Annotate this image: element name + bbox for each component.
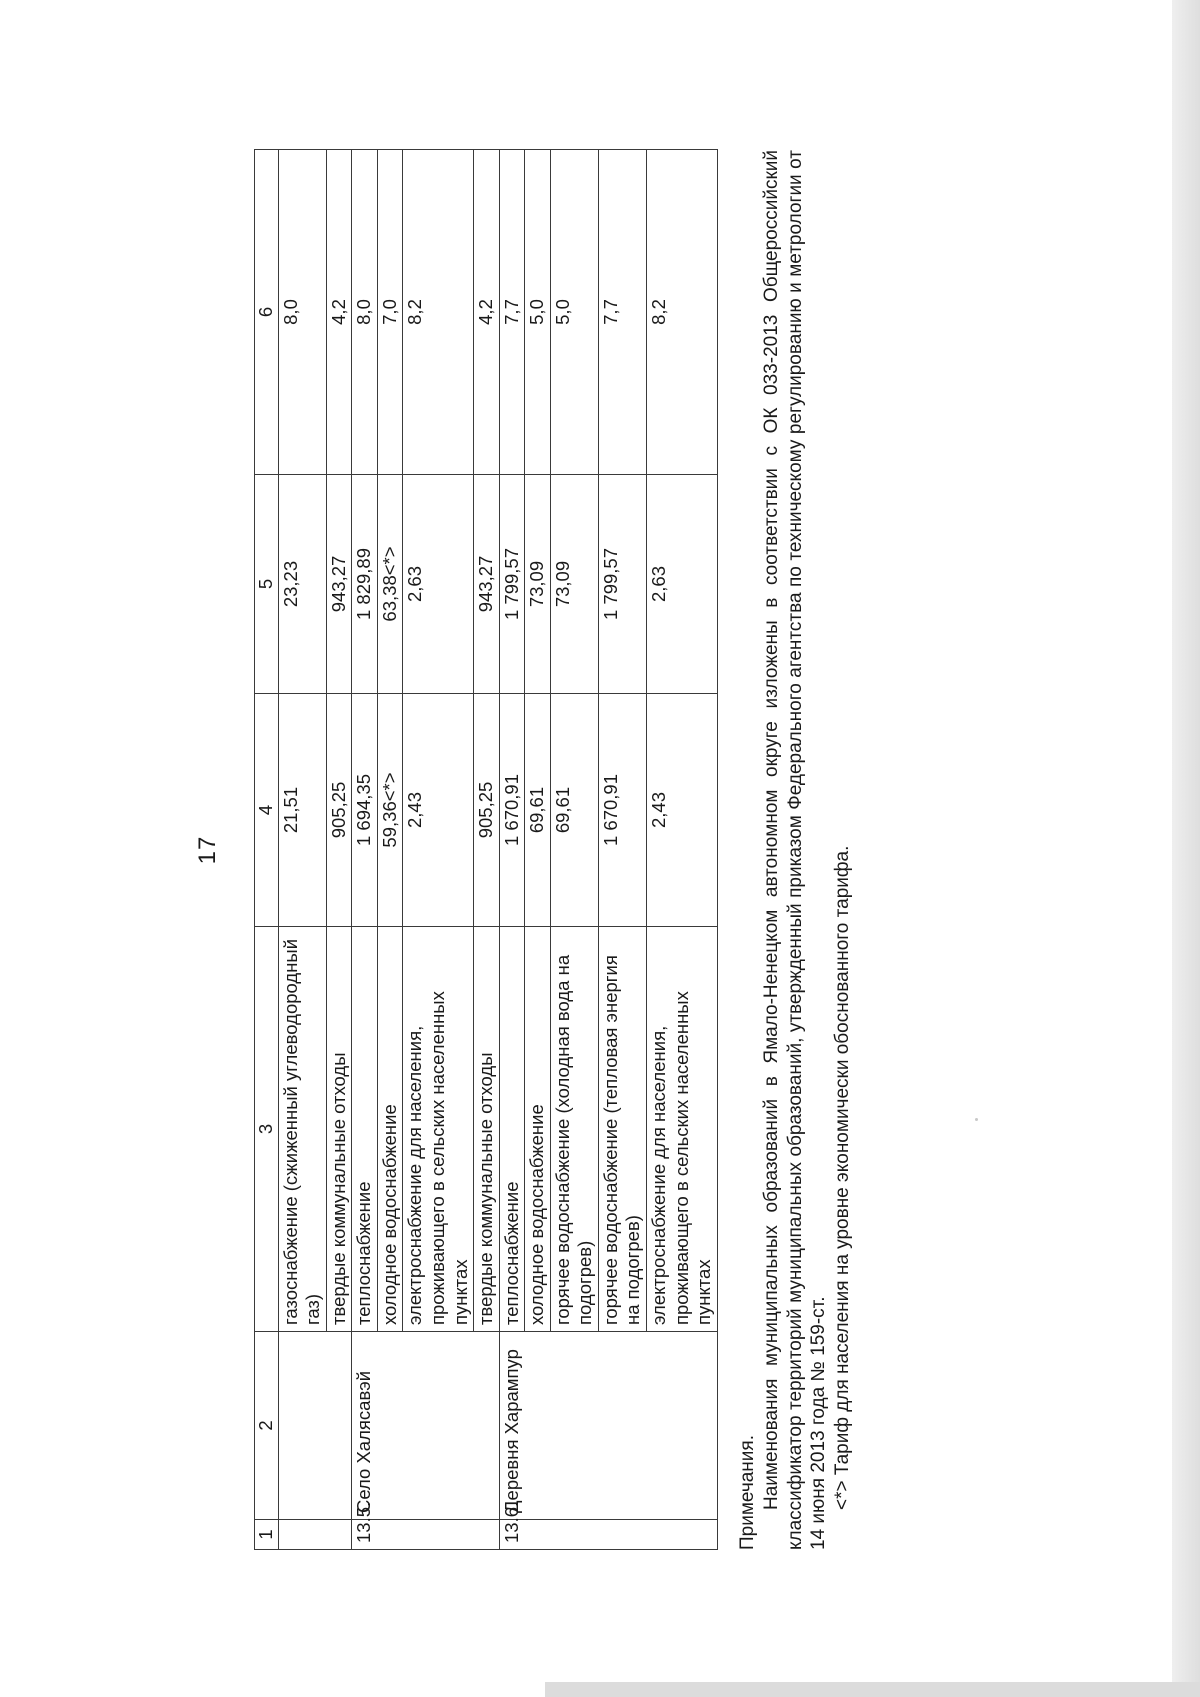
service-cell: электроснабжение для населения, проживающего в сельских населенных пунктах <box>647 927 718 1332</box>
tariff-cell: 905,25 <box>474 694 500 927</box>
page-number: 17 <box>194 835 221 865</box>
service-cell: горячее водоснабжение (тепловая энергия на подогрев) <box>598 927 646 1332</box>
header-cell: 6 <box>255 150 279 475</box>
growth-cell: 5,0 <box>525 150 551 475</box>
growth-cell: 8,0 <box>278 150 326 475</box>
service-cell: твердые коммунальные отходы <box>474 927 500 1332</box>
service-cell: теплоснабжение <box>499 927 525 1332</box>
growth-cell: 8,0 <box>352 150 378 475</box>
growth-cell: 7,7 <box>499 150 525 475</box>
header-cell: 2 <box>255 1332 279 1520</box>
tariff-cell: 1 799,57 <box>499 475 525 694</box>
table-row <box>278 150 326 1550</box>
scan-speck <box>975 1118 978 1121</box>
row-number-cell: 13.6. <box>499 1520 717 1550</box>
notes-paragraph: Наименования муниципальных образований в Ямало-Ненецком автономном округе изложены в соответствии с ОК 033-2013 Общероссийский классификатор территорий муниципальных образований, утвержденный приказом Федерального агентства по техническому регулированию и метрологии от 14 июня 2013 года № 159-ст. <box>760 150 830 1550</box>
header-cell: 4 <box>255 694 279 927</box>
header-cell: 5 <box>255 475 279 694</box>
tariff-cell: 23,23 <box>278 475 326 694</box>
tariff-cell: 59,36<*> <box>377 694 403 927</box>
tariff-cell: 1 694,35 <box>352 694 378 927</box>
growth-cell: 4,2 <box>474 150 500 475</box>
service-cell: холодное водоснабжение <box>525 927 551 1332</box>
tariff-cell: 1 670,91 <box>598 694 646 927</box>
header-cell: 1 <box>255 1520 279 1550</box>
scan-edge-bottom <box>545 1682 1200 1697</box>
rotated-page-content <box>194 140 914 1560</box>
tariff-cell: 943,27 <box>474 475 500 694</box>
tariff-cell: 73,09 <box>525 475 551 694</box>
service-cell: теплоснабжение <box>352 927 378 1332</box>
scan-edge-right <box>1172 0 1200 1697</box>
tariff-cell: 69,61 <box>525 694 551 927</box>
tariff-cell: 1 829,89 <box>352 475 378 694</box>
tariff-cell: 943,27 <box>326 475 352 694</box>
growth-cell: 4,2 <box>326 150 352 475</box>
table-row <box>352 150 378 1550</box>
tariff-cell: 2,63 <box>403 475 474 694</box>
growth-cell: 8,2 <box>403 150 474 475</box>
settlement-cell <box>278 1332 352 1520</box>
notes-section <box>736 150 855 1550</box>
tariff-cell: 1 670,91 <box>499 694 525 927</box>
tariff-cell: 2,43 <box>403 694 474 927</box>
service-cell: твердые коммунальные отходы <box>326 927 352 1332</box>
growth-cell: 5,0 <box>550 150 598 475</box>
tariff-cell: 1 799,57 <box>598 475 646 694</box>
tariff-cell: 69,61 <box>550 694 598 927</box>
row-number-cell <box>278 1520 352 1550</box>
notes-footnote: <*> Тариф для населения на уровне экономически обоснованного тарифа. <box>832 845 853 1510</box>
table-header-row <box>255 150 279 1550</box>
tariff-cell: 73,09 <box>550 475 598 694</box>
header-cell: 3 <box>255 927 279 1332</box>
growth-cell: 7,0 <box>377 150 403 475</box>
notes-heading: Примечания. <box>737 1435 758 1550</box>
row-number-cell: 13.5. <box>352 1520 499 1550</box>
growth-cell: 7,7 <box>598 150 646 475</box>
tariff-cell: 905,25 <box>326 694 352 927</box>
tariff-cell: 2,63 <box>647 475 718 694</box>
settlement-cell: Село Халясавэй <box>352 1332 499 1520</box>
service-cell: горячее водоснабжение (холодная вода на подогрев) <box>550 927 598 1332</box>
service-cell: газоснабжение (сжиженный углеводородный газ) <box>278 927 326 1332</box>
table-row <box>499 150 525 1550</box>
settlement-cell: Деревня Харампур <box>499 1332 717 1520</box>
tariff-cell: 2,43 <box>647 694 718 927</box>
service-cell: электроснабжение для населения, проживающего в сельских населенных пунктах <box>403 927 474 1332</box>
tariff-cell: 63,38<*> <box>377 475 403 694</box>
tariff-cell: 21,51 <box>278 694 326 927</box>
service-cell: холодное водоснабжение <box>377 927 403 1332</box>
tariff-table <box>254 149 718 1550</box>
growth-cell: 8,2 <box>647 150 718 475</box>
